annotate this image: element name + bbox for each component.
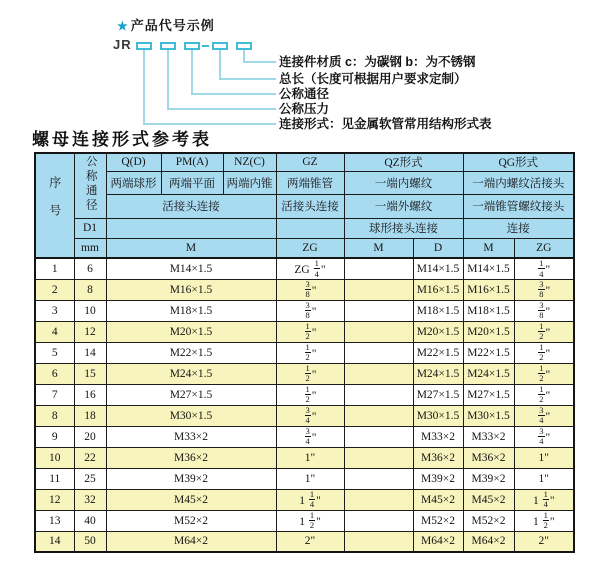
table-cell — [344, 489, 413, 510]
table-cell: 1" — [514, 447, 574, 468]
table-row — [35, 447, 574, 468]
table-cell: M52×2 — [463, 510, 514, 531]
table-cell: $\frac{1}{2}$ " — [514, 342, 574, 363]
table-row — [35, 279, 574, 300]
table-cell — [344, 447, 413, 468]
table-cell: $\frac{3}{8}$ " — [276, 279, 344, 300]
header-qg-desc2: 一端锥管螺纹接头 — [463, 194, 574, 218]
code-box — [136, 42, 152, 50]
table-cell: $\frac{3}{4}$ " — [514, 426, 574, 447]
header-qg-desc1: 一端内螺纹活接头 — [463, 171, 574, 194]
header-d1: D1 — [74, 218, 106, 238]
header-seq-label: 序号 — [47, 176, 62, 232]
table-cell: 1 $\frac{1}{4}$ " — [276, 489, 344, 510]
header-qz-d: D — [413, 238, 463, 258]
table-cell: 14 — [74, 342, 106, 363]
header-q-desc: 两端球形 — [106, 171, 161, 194]
connector-line — [167, 108, 276, 110]
table-cell: 22 — [74, 447, 106, 468]
table-cell: 1 $\frac{1}{2}$ " — [276, 510, 344, 531]
table-cell: M45×2 — [413, 489, 463, 510]
table-row — [35, 363, 574, 384]
header-empty-cell — [276, 218, 344, 238]
header-gz-connection: 活接头连接 — [276, 194, 344, 218]
table-cell: $\frac{3}{4}$ " — [276, 426, 344, 447]
table-cell: 1" — [514, 468, 574, 489]
table-cell: 14 — [35, 531, 74, 552]
header-m-thread: M — [106, 238, 276, 258]
nut-connection-table — [34, 152, 575, 553]
table-cell: 4 — [35, 321, 74, 342]
table-cell: 2 — [35, 279, 74, 300]
table-row — [35, 426, 574, 447]
table-cell: 1 $\frac{1}{2}$ " — [514, 510, 574, 531]
table-row — [35, 531, 574, 552]
table-cell: M22×1.5 — [106, 342, 276, 363]
table-cell: M22×1.5 — [413, 342, 463, 363]
table-row — [35, 384, 574, 405]
table-cell: 8 — [35, 405, 74, 426]
connector-line — [243, 61, 276, 63]
connector-line — [219, 78, 276, 80]
table-cell: $\frac{1}{2}$ " — [514, 321, 574, 342]
table-cell: M16×1.5 — [106, 279, 276, 300]
table-cell: $\frac{3}{8}$ " — [514, 300, 574, 321]
table-cell: M64×2 — [106, 531, 276, 552]
header-col-q: Q(D) — [106, 153, 161, 171]
table-cell — [344, 321, 413, 342]
table-cell: 20 — [74, 426, 106, 447]
table-cell: M64×2 — [413, 531, 463, 552]
table-cell — [344, 342, 413, 363]
table-cell: 12 — [35, 489, 74, 510]
code-dash — [202, 45, 209, 47]
header-col-qg: QG形式 — [463, 153, 574, 171]
diagram-label-material: 连接件材质 c：为碳钢 b：为不锈钢 — [279, 55, 476, 69]
code-box — [236, 42, 252, 50]
table-cell: ZG $\frac{1}{4}$ " — [276, 258, 344, 279]
table-row — [35, 468, 574, 489]
table-cell: 7 — [35, 384, 74, 405]
table-cell: 18 — [74, 405, 106, 426]
table-cell: $\frac{3}{4}$ " — [276, 405, 344, 426]
header-qz-desc1: 一端内螺纹 — [344, 171, 463, 194]
table-cell: M14×1.5 — [463, 258, 514, 279]
table-row — [35, 510, 574, 531]
table-cell: 11 — [35, 468, 74, 489]
table-cell: 2" — [276, 531, 344, 552]
table-row — [35, 300, 574, 321]
table-cell: 25 — [74, 468, 106, 489]
table-cell: M14×1.5 — [413, 258, 463, 279]
table-cell — [344, 426, 413, 447]
table-cell: M36×2 — [413, 447, 463, 468]
table-row — [35, 342, 574, 363]
table-cell: 3 — [35, 300, 74, 321]
table-cell: M30×1.5 — [106, 405, 276, 426]
connector-line — [219, 50, 221, 79]
table-cell: M33×2 — [463, 426, 514, 447]
table-cell: M52×2 — [413, 510, 463, 531]
header-col-qz: QZ形式 — [344, 153, 463, 171]
header-qz-connection: 球形接头连接 — [344, 218, 463, 238]
table-cell: M36×2 — [463, 447, 514, 468]
connector-line — [167, 50, 169, 109]
table-cell: M52×2 — [106, 510, 276, 531]
table-cell: 16 — [74, 384, 106, 405]
header-pm-desc: 两端平面 — [161, 171, 223, 194]
table-cell: $\frac{1}{2}$ " — [514, 384, 574, 405]
header-mm: mm — [74, 238, 106, 258]
diagram-heading — [117, 15, 215, 34]
table-cell: 5 — [35, 342, 74, 363]
page-title: 螺母连接形式参考表 — [32, 130, 212, 150]
table-cell: M24×1.5 — [106, 363, 276, 384]
table-cell: M39×2 — [106, 468, 276, 489]
table-cell: $\frac{3}{8}$ " — [514, 279, 574, 300]
table-cell: $\frac{1}{2}$ " — [514, 363, 574, 384]
table-cell: M27×1.5 — [106, 384, 276, 405]
star-icon: ★ — [117, 19, 129, 33]
table-cell: M30×1.5 — [413, 405, 463, 426]
table-cell: 15 — [74, 363, 106, 384]
diagram-title: 产品代号示例 — [130, 18, 215, 33]
table-cell: M33×2 — [106, 426, 276, 447]
connector-line — [191, 50, 193, 94]
table-cell: M30×1.5 — [463, 405, 514, 426]
table-cell: M20×1.5 — [106, 321, 276, 342]
table-cell: 50 — [74, 531, 106, 552]
header-qz-desc2: 一端外螺纹 — [344, 194, 463, 218]
table-cell: M45×2 — [463, 489, 514, 510]
table-cell: M18×1.5 — [106, 300, 276, 321]
diagram-label-diameter: 公称通径 — [279, 87, 330, 101]
table-cell: M45×2 — [106, 489, 276, 510]
header-qz-m: M — [344, 238, 413, 258]
table-cell — [344, 468, 413, 489]
header-seq — [35, 153, 74, 258]
table-cell: M22×1.5 — [463, 342, 514, 363]
header-col-pm: PM(A) — [161, 153, 223, 171]
table-cell: 32 — [74, 489, 106, 510]
header-col-nz: NZ(C) — [223, 153, 276, 171]
table-cell: M24×1.5 — [413, 363, 463, 384]
code-box — [160, 42, 176, 50]
table-cell: 12 — [74, 321, 106, 342]
header-empty-cell — [106, 218, 276, 238]
header-qg-m: M — [463, 238, 514, 258]
header-zg-thread: ZG — [276, 238, 344, 258]
header-qg-connection: 连接 — [463, 218, 574, 238]
header-qg-zg: ZG — [514, 238, 574, 258]
table-row — [35, 405, 574, 426]
header-nominal-diameter — [74, 153, 106, 218]
diagram-label-pressure: 公称压力 — [279, 102, 330, 116]
table-cell: 40 — [74, 510, 106, 531]
table-cell: M20×1.5 — [413, 321, 463, 342]
table-cell: 6 — [35, 363, 74, 384]
table-cell: $\frac{1}{2}$ " — [276, 321, 344, 342]
table-cell: 1" — [276, 468, 344, 489]
table-cell: M39×2 — [413, 468, 463, 489]
table-cell: $\frac{1}{4}$ " — [514, 258, 574, 279]
table-cell: 8 — [74, 279, 106, 300]
table-cell: 13 — [35, 510, 74, 531]
table-cell: 6 — [74, 258, 106, 279]
header-gz-desc: 两端锥管 — [276, 171, 344, 194]
table-cell: M64×2 — [463, 531, 514, 552]
diagram-label-length: 总长（长度可根据用户要求定制） — [279, 72, 467, 86]
table-cell: 10 — [35, 447, 74, 468]
header-nominal-label: 公称通径 — [84, 155, 97, 214]
table-cell: 9 — [35, 426, 74, 447]
table-cell: 1 — [35, 258, 74, 279]
connector-line — [191, 93, 276, 95]
table-cell: M14×1.5 — [106, 258, 276, 279]
table-row — [35, 258, 574, 279]
header-nz-desc: 两端内锥 — [223, 171, 276, 194]
table-cell: M18×1.5 — [463, 300, 514, 321]
table-cell: M27×1.5 — [413, 384, 463, 405]
table-cell: $\frac{1}{2}$ " — [276, 342, 344, 363]
table-cell: M33×2 — [413, 426, 463, 447]
diagram-label-connection: 连接形式：见金属软管常用结构形式表 — [279, 117, 492, 131]
table-row — [35, 321, 574, 342]
table-cell: M18×1.5 — [413, 300, 463, 321]
table-cell — [344, 300, 413, 321]
table-cell: M16×1.5 — [413, 279, 463, 300]
table-cell: M27×1.5 — [463, 384, 514, 405]
table-cell: 1 $\frac{1}{4}$ " — [514, 489, 574, 510]
table-cell: M36×2 — [106, 447, 276, 468]
table-cell: $\frac{3}{4}$ " — [514, 405, 574, 426]
code-box — [184, 42, 200, 50]
table-cell: $\frac{3}{8}$ " — [276, 300, 344, 321]
header-union-connection: 活接头连接 — [106, 194, 276, 218]
table-cell — [344, 363, 413, 384]
table-cell: $\frac{1}{2}$ " — [276, 384, 344, 405]
table-cell: 1" — [276, 447, 344, 468]
table-cell — [344, 384, 413, 405]
table-cell — [344, 405, 413, 426]
table-cell: M24×1.5 — [463, 363, 514, 384]
product-code-prefix: JR — [113, 37, 132, 52]
table-row — [35, 489, 574, 510]
table-cell: 2" — [514, 531, 574, 552]
table-cell: M39×2 — [463, 468, 514, 489]
header-col-gz: GZ — [276, 153, 344, 171]
connector-line — [143, 50, 145, 124]
table-cell — [344, 258, 413, 279]
code-box — [212, 42, 228, 50]
table-cell: 10 — [74, 300, 106, 321]
table-cell — [344, 510, 413, 531]
table-cell: M16×1.5 — [463, 279, 514, 300]
table-cell — [344, 531, 413, 552]
table-cell — [344, 279, 413, 300]
table-cell: M20×1.5 — [463, 321, 514, 342]
table-cell: $\frac{1}{2}$ " — [276, 363, 344, 384]
